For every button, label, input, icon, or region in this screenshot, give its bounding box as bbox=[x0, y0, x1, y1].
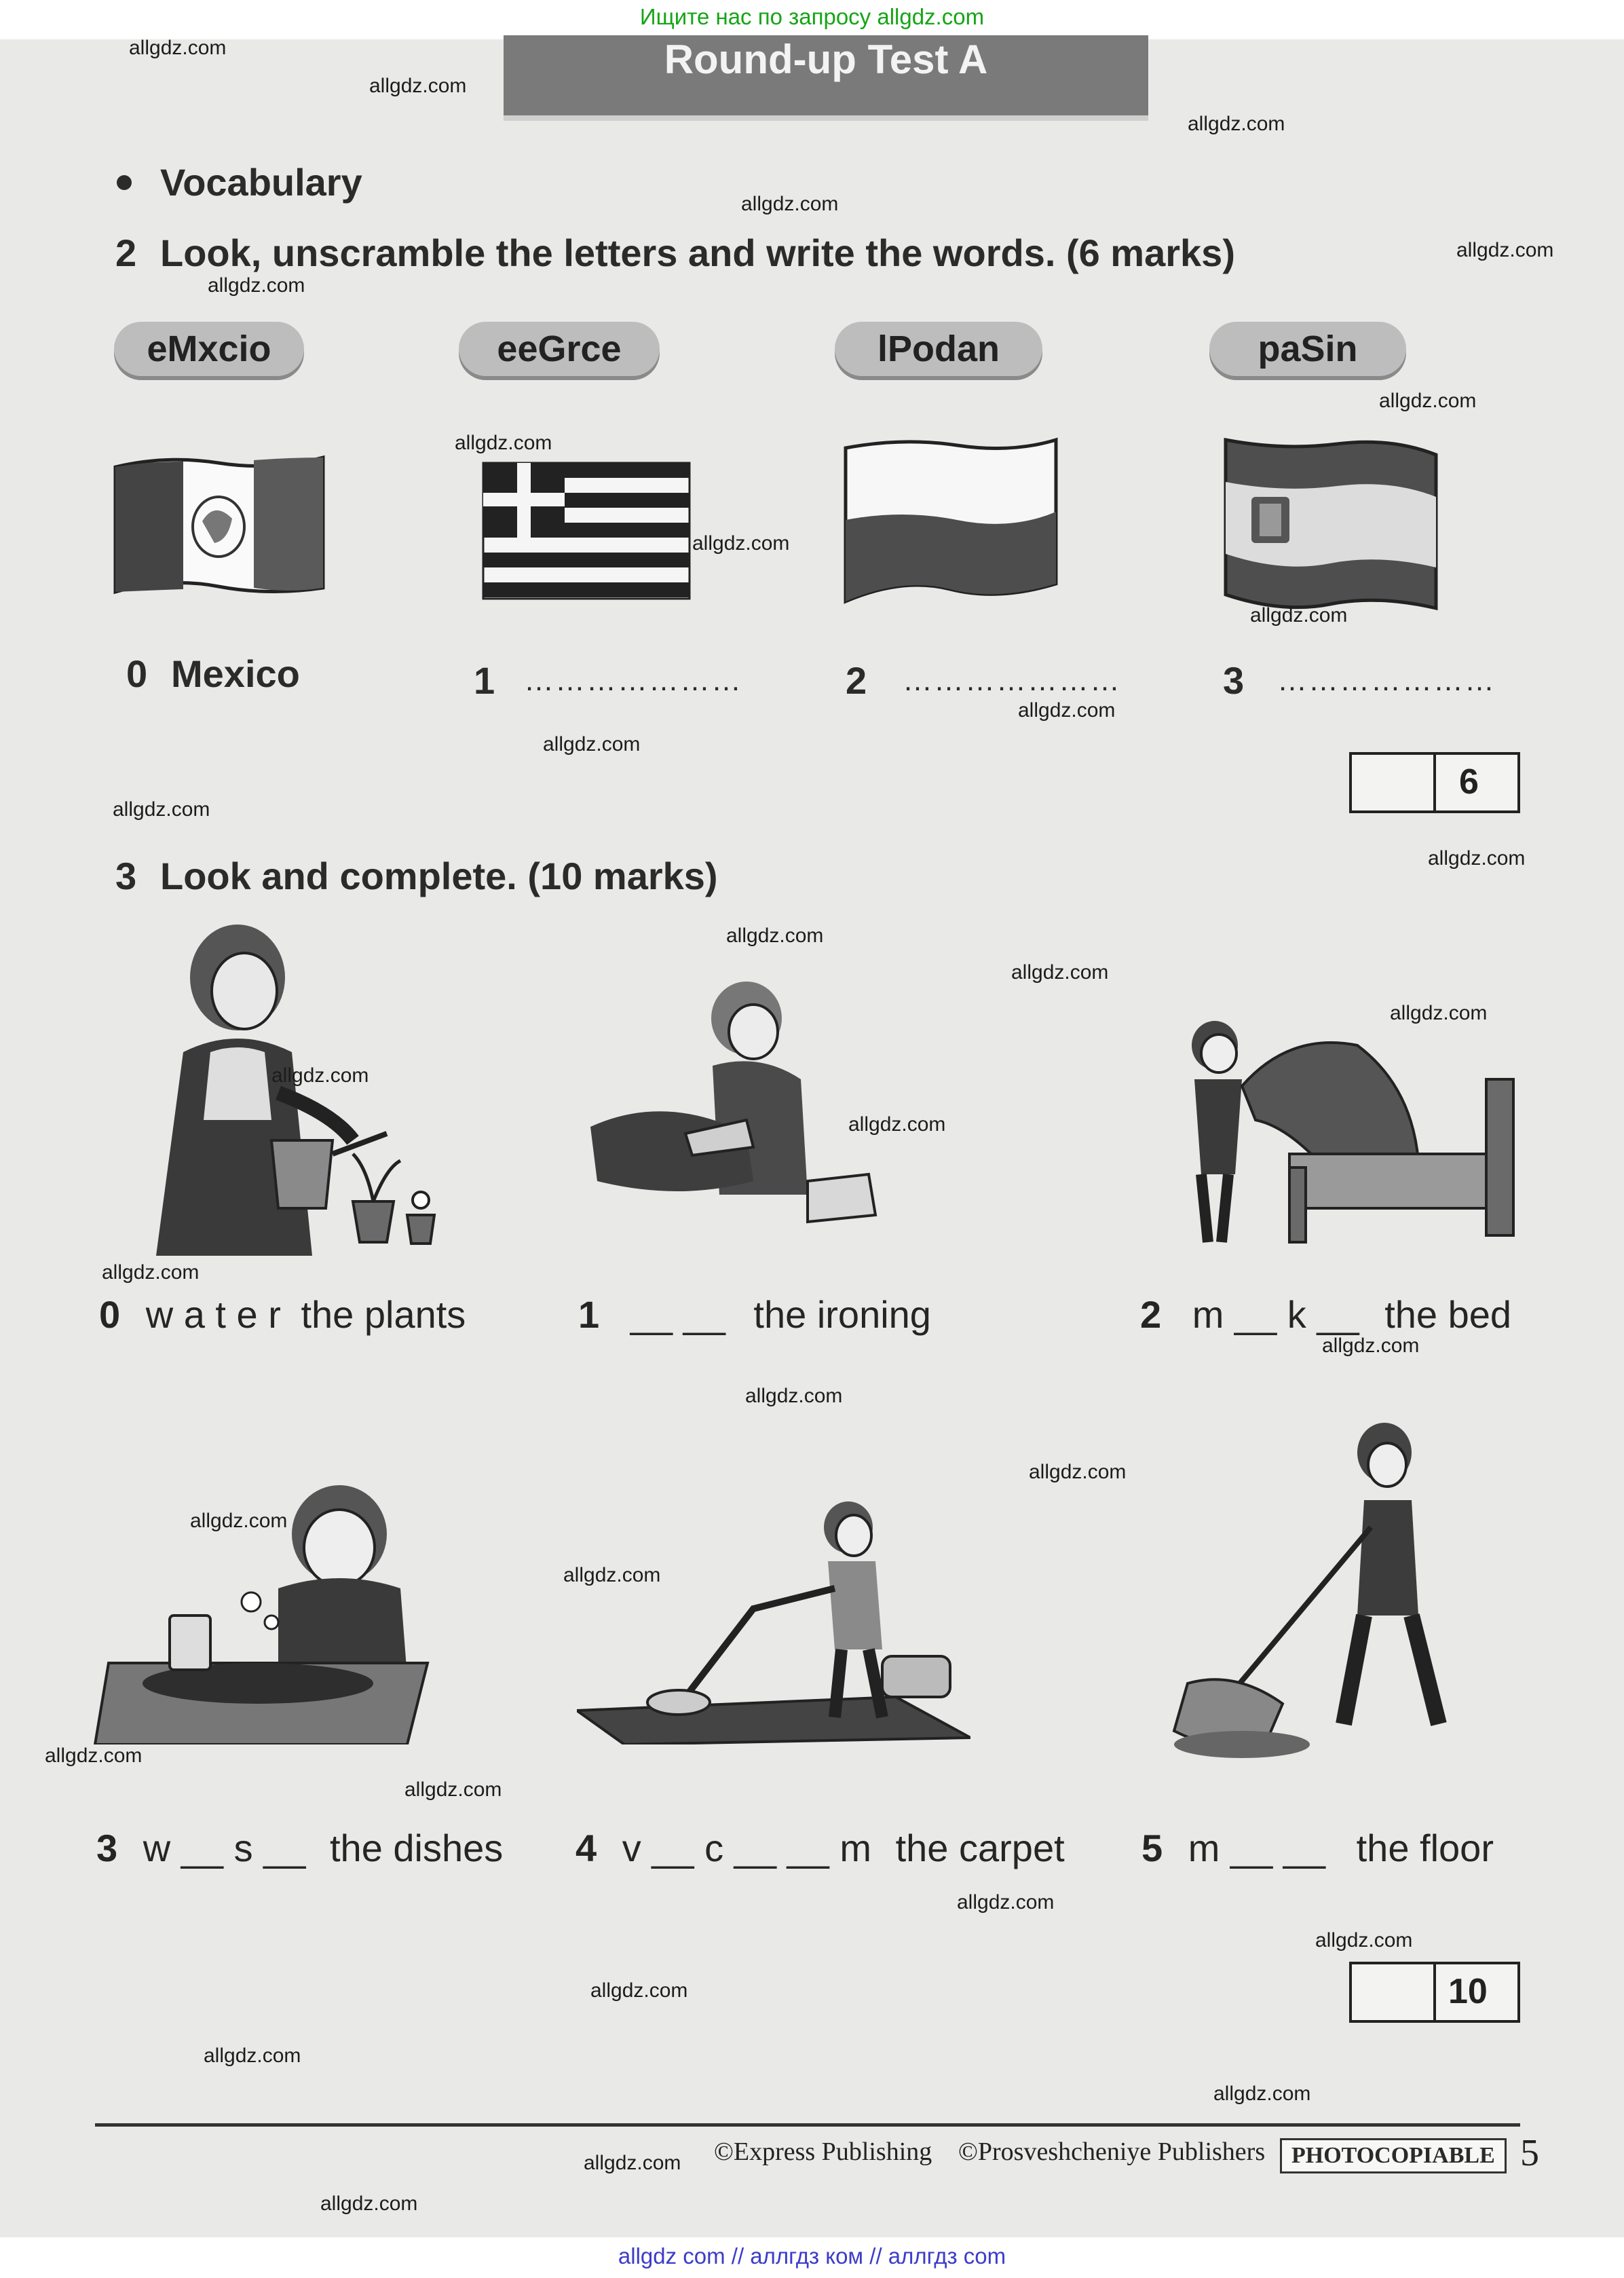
ex3-phrase-rest: the bed bbox=[1384, 1293, 1512, 1336]
poland-flag-image bbox=[842, 434, 1060, 611]
section-heading-vocabulary: Vocabulary bbox=[160, 161, 362, 204]
girl-mopping-floor-image bbox=[1154, 1412, 1507, 1765]
ex3-letters[interactable]: w __ s __ bbox=[143, 1827, 306, 1869]
watermark-text: allgdz.com bbox=[726, 925, 824, 947]
ex2-item-number: 2 bbox=[846, 659, 867, 702]
ex2-answer-blank[interactable]: ………………… bbox=[1277, 664, 1496, 697]
scrambled-word-pill: paSin bbox=[1209, 322, 1406, 376]
ex2-instruction: Look, unscramble the letters and write the words. (6 marks) bbox=[160, 231, 1235, 274]
watermark-text: allgdz.com bbox=[1029, 1461, 1127, 1483]
watermark-text: allgdz.com bbox=[1315, 1929, 1413, 1952]
scrambled-word-pill: eMxcio bbox=[114, 322, 304, 376]
ex3-phrase-rest: the floor bbox=[1356, 1827, 1494, 1869]
top-banner-text: Ищите нас по запросу allgdz.com bbox=[639, 4, 985, 29]
watermark-text: allgdz.com bbox=[1390, 1002, 1488, 1024]
watermark-text: allgdz.com bbox=[113, 798, 210, 821]
ex3-item-number: 3 bbox=[96, 1827, 118, 1869]
ex2-answer-blank[interactable]: ………………… bbox=[903, 664, 1121, 697]
bottom-banner-text: allgdz com // аллгдз ком // аллгдз com bbox=[618, 2243, 1006, 2268]
scrambled-word-pill: eeGrce bbox=[459, 322, 660, 376]
ex2-number: 2 bbox=[115, 231, 137, 274]
girl-watering-plants-image bbox=[129, 916, 448, 1269]
ex3-item-number: 0 bbox=[99, 1293, 121, 1336]
watermark-text: allgdz.com bbox=[369, 75, 467, 97]
watermark-text: allgdz.com bbox=[208, 274, 305, 297]
footer-copyright-express: ©Express Publishing bbox=[714, 2137, 932, 2166]
woman-ironing-image bbox=[584, 977, 882, 1229]
ex3-item bbox=[1141, 1826, 1494, 1870]
ex2-item-number: 0 bbox=[126, 652, 148, 695]
page-number: 5 bbox=[1520, 2132, 1539, 2174]
watermark-text: allgdz.com bbox=[129, 37, 227, 59]
watermark-text: allgdz.com bbox=[1456, 239, 1554, 261]
watermark-text: allgdz.com bbox=[271, 1064, 369, 1087]
ex3-letters[interactable]: m __ __ bbox=[1188, 1827, 1326, 1869]
greece-flag-image bbox=[480, 459, 692, 603]
watermark-text: allgdz.com bbox=[45, 1744, 143, 1767]
ex2-score-box bbox=[1349, 752, 1520, 813]
watermark-text: allgdz.com bbox=[404, 1778, 502, 1801]
boy-washing-dishes-image bbox=[88, 1459, 448, 1744]
footer-rule bbox=[95, 2123, 1520, 2127]
ex3-score-total: 10 bbox=[1448, 1972, 1488, 2011]
watermark-text: allgdz.com bbox=[584, 2152, 681, 2174]
ex3-item bbox=[578, 1292, 931, 1337]
watermark-text: allgdz.com bbox=[1379, 390, 1477, 412]
boy-vacuuming-carpet-image bbox=[577, 1487, 970, 1744]
ex3-item bbox=[575, 1826, 1065, 1870]
ex2-item-number: 1 bbox=[474, 659, 495, 702]
scrambled-word-pill: lPodan bbox=[835, 322, 1042, 376]
watermark-text: allgdz.com bbox=[1011, 961, 1109, 984]
watermark-text: allgdz.com bbox=[190, 1510, 288, 1532]
watermark-text: allgdz.com bbox=[745, 1385, 843, 1407]
watermark-text: allgdz.com bbox=[543, 733, 641, 755]
ex3-score-box bbox=[1349, 1962, 1520, 2023]
ex3-phrase-rest: the plants bbox=[301, 1293, 466, 1336]
watermark-text: allgdz.com bbox=[1322, 1334, 1420, 1357]
watermark-text: allgdz.com bbox=[1018, 699, 1116, 722]
ex2-score-total: 6 bbox=[1459, 762, 1479, 802]
mexico-flag-image bbox=[113, 453, 326, 596]
watermark-text: allgdz.com bbox=[320, 2192, 418, 2215]
ex2-example-answer: Mexico bbox=[171, 652, 300, 695]
ex3-letters[interactable]: m __ k __ bbox=[1192, 1293, 1359, 1336]
watermark-text: allgdz.com bbox=[848, 1113, 946, 1136]
spain-flag-image bbox=[1222, 434, 1440, 612]
watermark-text: allgdz.com bbox=[692, 532, 790, 555]
bullet-icon bbox=[117, 175, 132, 190]
watermark-text: allgdz.com bbox=[1213, 2083, 1311, 2105]
ex3-letters[interactable]: v __ c __ __ m bbox=[622, 1827, 872, 1869]
watermark-text: allgdz.com bbox=[102, 1261, 200, 1284]
top-banner bbox=[0, 0, 1624, 39]
ex3-number: 3 bbox=[115, 855, 137, 897]
photocopiable-badge: PHOTOCOPIABLE bbox=[1280, 2138, 1507, 2173]
footer-copyright-prosveshcheniye: ©Prosveshcheniye Publishers bbox=[958, 2137, 1266, 2166]
ex3-item bbox=[1140, 1292, 1511, 1337]
test-title: Round-up Test A bbox=[504, 35, 1148, 115]
ex3-phrase-rest: the carpet bbox=[895, 1827, 1065, 1869]
ex2-item-number: 3 bbox=[1223, 659, 1245, 702]
watermark-text: allgdz.com bbox=[741, 193, 839, 215]
watermark-text: allgdz.com bbox=[1188, 113, 1285, 135]
ex3-item-number: 2 bbox=[1140, 1293, 1162, 1336]
watermark-text: allgdz.com bbox=[455, 432, 552, 454]
watermark-text: allgdz.com bbox=[1250, 604, 1348, 627]
ex3-phrase-rest: the ironing bbox=[753, 1293, 931, 1336]
ex3-item bbox=[99, 1292, 466, 1337]
watermark-text: allgdz.com bbox=[590, 1979, 688, 2002]
ex3-letters[interactable]: __ __ bbox=[630, 1293, 725, 1336]
watermark-text: allgdz.com bbox=[957, 1891, 1055, 1913]
ex3-phrase-rest: the dishes bbox=[329, 1827, 504, 1869]
watermark-text: allgdz.com bbox=[204, 2044, 301, 2067]
ex3-item-number: 4 bbox=[575, 1827, 597, 1869]
ex3-item bbox=[96, 1826, 503, 1870]
ex3-instruction: Look and complete. (10 marks) bbox=[160, 855, 718, 897]
ex3-item-number: 1 bbox=[578, 1293, 600, 1336]
watermark-text: allgdz.com bbox=[1428, 847, 1526, 870]
ex3-item-number: 5 bbox=[1141, 1827, 1163, 1869]
ex2-answer-blank[interactable]: ………………… bbox=[524, 664, 742, 697]
ex3-letters[interactable]: w a t e r bbox=[145, 1293, 281, 1336]
bottom-banner bbox=[0, 2237, 1624, 2278]
watermark-text: allgdz.com bbox=[563, 1564, 661, 1586]
girl-making-bed-image bbox=[1154, 1005, 1534, 1263]
